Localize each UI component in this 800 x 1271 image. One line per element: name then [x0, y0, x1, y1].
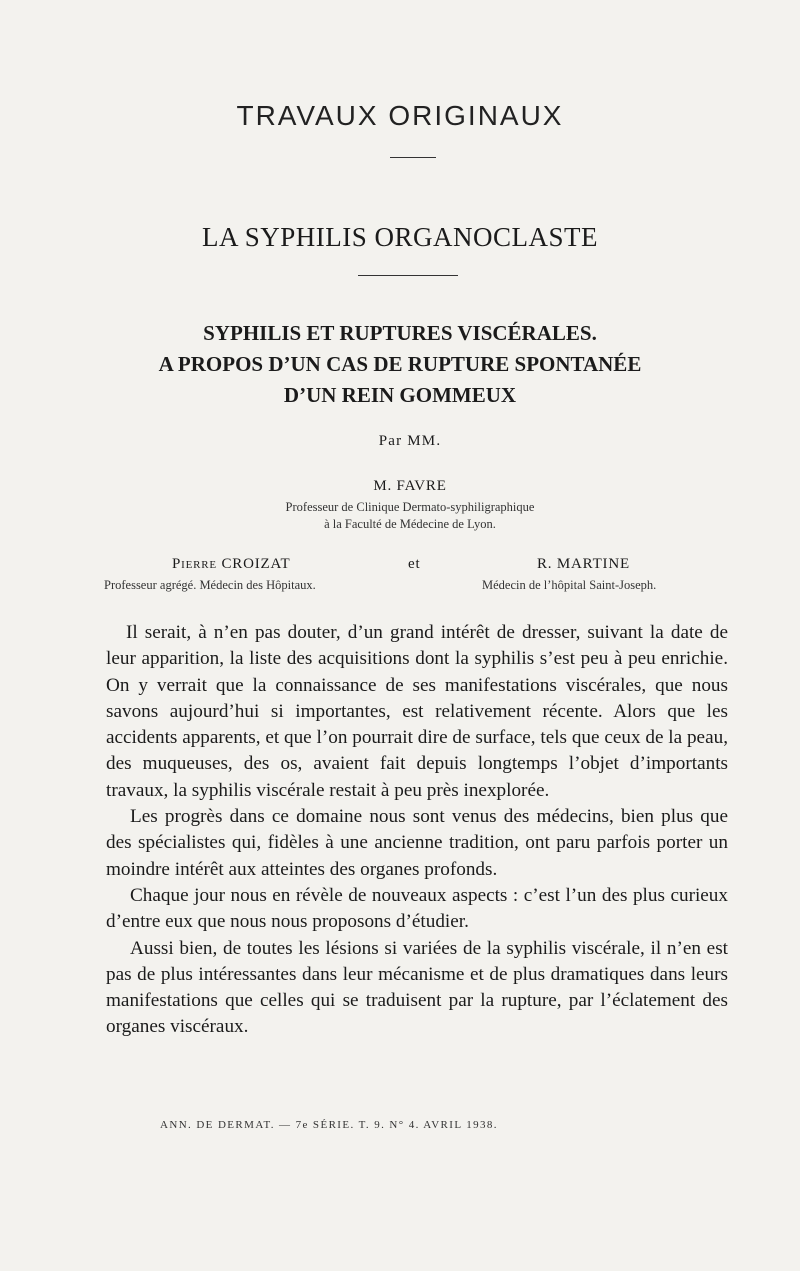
- title-rule: [358, 275, 458, 276]
- subtitle-line-2: A PROPOS D’UN CAS DE RUPTURE SPONTANÉE: [158, 352, 642, 376]
- body-paragraph-1: Il serait, à n’en pas douter, d’un grand intérêt de dresser, suivant la date de leur apparition, la liste des acquisitions dont la syphilis s’est peu à peu enrichie. On y verrait que la connaissance de ses manifestations viscérales, que nous savons aujourd’hui si importantes, est relativement récente. Alors que les accidents apparents, et que l’on pourrait dire de surface, tels que ceux de la peau, des muqueuses, des os, avaient fait depuis longtemps l’objet d’importants travaux, la syphilis viscérale restait à peu près inexplorée.: [106, 622, 728, 801]
- body-paragraph-2: Les progrès dans ce domaine nous sont venus des médecins, bien plus que des spécialistes qui, fidèles à une ancienne tradition, ont paru parfois porter un moindre intérêt aux atteintes des organes profonds.: [106, 806, 728, 880]
- author-martine-name: R. MARTINE: [537, 556, 630, 572]
- heading-rule: [390, 157, 436, 158]
- author-favre-affiliation-2: à la Faculté de Médecine de Lyon.: [324, 517, 496, 531]
- author-connector: et: [408, 556, 421, 572]
- body-paragraph-4: Aussi bien, de toutes les lésions si variées de la syphilis viscérale, il n’en est pas de plus intéressantes dans leur mécanisme et de plus dramatiques dans leurs manifestations que celles qui se traduisent par la rupture, par l’éclatement des organes viscéraux.: [106, 937, 728, 1038]
- article-body: [106, 620, 728, 1041]
- author-favre-affiliation-1: Professeur de Clinique Dermato-syphiligraphique: [285, 500, 535, 514]
- author-favre-name: M. FAVRE: [373, 478, 447, 494]
- author-croizat-last-name: CROIZAT: [221, 556, 291, 572]
- journal-footer: ANN. DE DERMAT. — 7e SÉRIE. T. 9. N° 4. AVRIL 1938.: [160, 1119, 498, 1131]
- byline: Par MM.: [378, 433, 442, 449]
- subtitle-line-3: D’UN REIN GOMMEUX: [283, 383, 517, 407]
- author-croizat-affiliation: Professeur agrégé. Médecin des Hôpitaux.: [104, 578, 316, 592]
- subtitle-line-1: SYPHILIS ET RUPTURES VISCÉRALES.: [203, 321, 597, 345]
- author-martine-affiliation: Médecin de l’hôpital Saint-Joseph.: [482, 578, 657, 592]
- author-croizat-first-name: Pierre: [172, 556, 217, 572]
- section-heading: TRAVAUX ORIGINAUX: [236, 100, 564, 131]
- author-croizat-name: [172, 556, 290, 573]
- article-title: LA SYPHILIS ORGANOCLASTE: [201, 222, 599, 252]
- body-paragraph-3: Chaque jour nous en révèle de nouveaux aspects : c’est l’un des plus curieux d’entre eux que nous nous proposons d’étudier.: [106, 884, 728, 933]
